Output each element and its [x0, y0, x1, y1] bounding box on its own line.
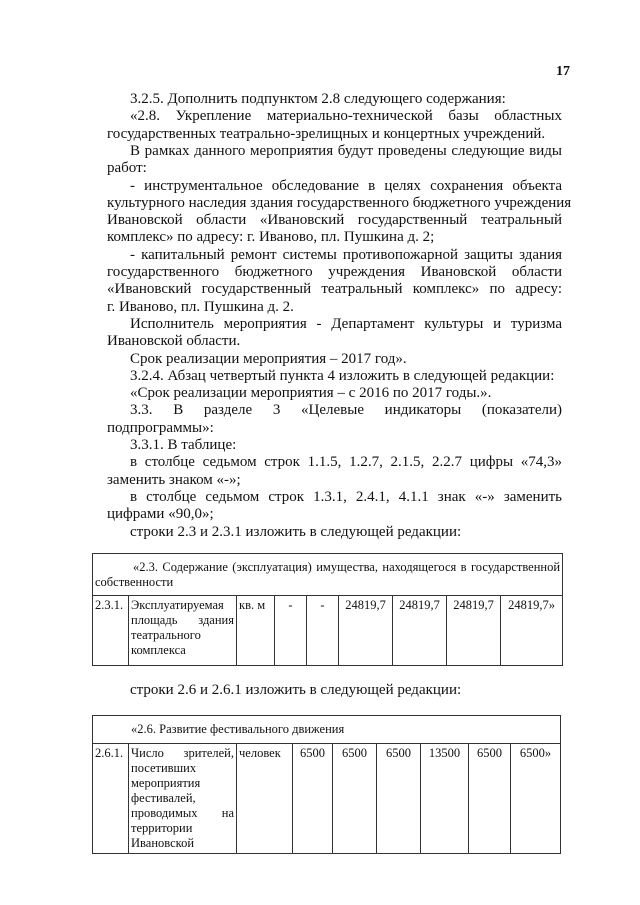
- cell: Эксплуатируемая площадь здания театрального комплекса: [129, 596, 237, 666]
- paragraph-line: строки 2.3 и 2.3.1 изложить в следующей редакции:: [130, 523, 462, 540]
- paragraph-line: г. Иваново, пл. Пушкина д. 2.: [107, 298, 294, 315]
- paragraph-line: в столбце седьмом строк 1.3.1, 2.4.1, 4.1.1 знак «-» заменить: [130, 488, 562, 505]
- cell: 24819,7»: [501, 596, 563, 666]
- paragraph-line: Исполнитель мероприятия - Департамент культуры и туризма: [130, 315, 562, 332]
- cell: 13500: [421, 744, 469, 854]
- paragraph-line: - капитальный ремонт системы противопожарной защиты здания: [130, 246, 562, 263]
- cell: кв. м: [237, 596, 275, 666]
- paragraph-line: «Ивановский государственный театральный комплекс» по адресу:: [107, 281, 562, 298]
- cell: 2.3.1.: [93, 596, 129, 666]
- table-row-2-6: [92, 715, 561, 854]
- paragraph-line: 3.2.5. Дополнить подпунктом 2.8 следующего содержания:: [130, 91, 506, 107]
- paragraph-line: государственного бюджетного учреждения Ивановской области: [107, 264, 562, 280]
- cell: 6500: [469, 744, 511, 854]
- paragraph-line: 3.2.4. Абзац четвертый пункта 4 изложить в следующей редакции:: [130, 367, 555, 384]
- cell: 2.6.1.: [93, 744, 129, 854]
- paragraph-line: строки 2.6 и 2.6.1 изложить в следующей редакции:: [130, 682, 462, 698]
- table-header: «2.3. Содержание (эксплуатация) имущества, находящегося в государственной собственности: [93, 554, 563, 596]
- table-row-2-3: [92, 553, 563, 666]
- paragraph-line: 3.3. В разделе 3 «Целевые индикаторы (показатели): [130, 402, 562, 419]
- cell: 24819,7: [447, 596, 501, 666]
- paragraph-line: культурного наследия здания государственного бюджетного учреждения: [107, 194, 572, 211]
- cell: 24819,7: [339, 596, 393, 666]
- paragraph-line: заменить знаком «-»;: [107, 471, 241, 488]
- cell: Число зрителей, посетивших мероприятия фестивалей, проводимых на территории Ивановской: [129, 744, 237, 854]
- paragraph-line: подпрограммы»:: [107, 419, 214, 436]
- cell: 6500: [377, 744, 421, 854]
- paragraph-line: 3.3.1. В таблице:: [130, 437, 237, 453]
- paragraph-line: государственных театрально-зрелищных и концертных учреждений.: [107, 125, 546, 142]
- paragraph-line: «2.8. Укрепление материально-технической базы областных: [130, 108, 562, 125]
- paragraph-line: - инструментальное обследование в целях сохранения объекта: [130, 177, 562, 194]
- cell: -: [307, 596, 339, 666]
- paragraph-line: цифрами «90,0»;: [107, 506, 214, 523]
- cell: человек: [237, 744, 293, 854]
- cell: 6500»: [511, 744, 561, 854]
- paragraph-line: в столбце седьмом строк 1.1.5, 1.2.7, 2.1.5, 2.2.7 цифры «74,3»: [130, 454, 562, 471]
- cell: 6500: [293, 744, 333, 854]
- cell: 24819,7: [393, 596, 447, 666]
- paragraph-line: Ивановской области.: [107, 333, 241, 350]
- paragraph-line: Срок реализации мероприятия – 2017 год».: [130, 350, 407, 367]
- paragraph-line: комплекс» по адресу: г. Иваново, пл. Пушкина д. 2;: [107, 229, 435, 246]
- paragraph-line: «Срок реализации мероприятия – с 2016 по 2017 годы.».: [130, 385, 492, 402]
- paragraph-line: В рамках данного мероприятия будут проведены следующие виды: [130, 142, 562, 159]
- page-number: 17: [556, 64, 570, 79]
- cell: -: [275, 596, 307, 666]
- cell: 6500: [333, 744, 377, 854]
- paragraph-line: Ивановской области «Ивановский государственный театральный: [107, 212, 562, 229]
- table-header: «2.6. Развитие фестивального движения: [93, 716, 561, 744]
- paragraph-line: работ:: [107, 160, 147, 177]
